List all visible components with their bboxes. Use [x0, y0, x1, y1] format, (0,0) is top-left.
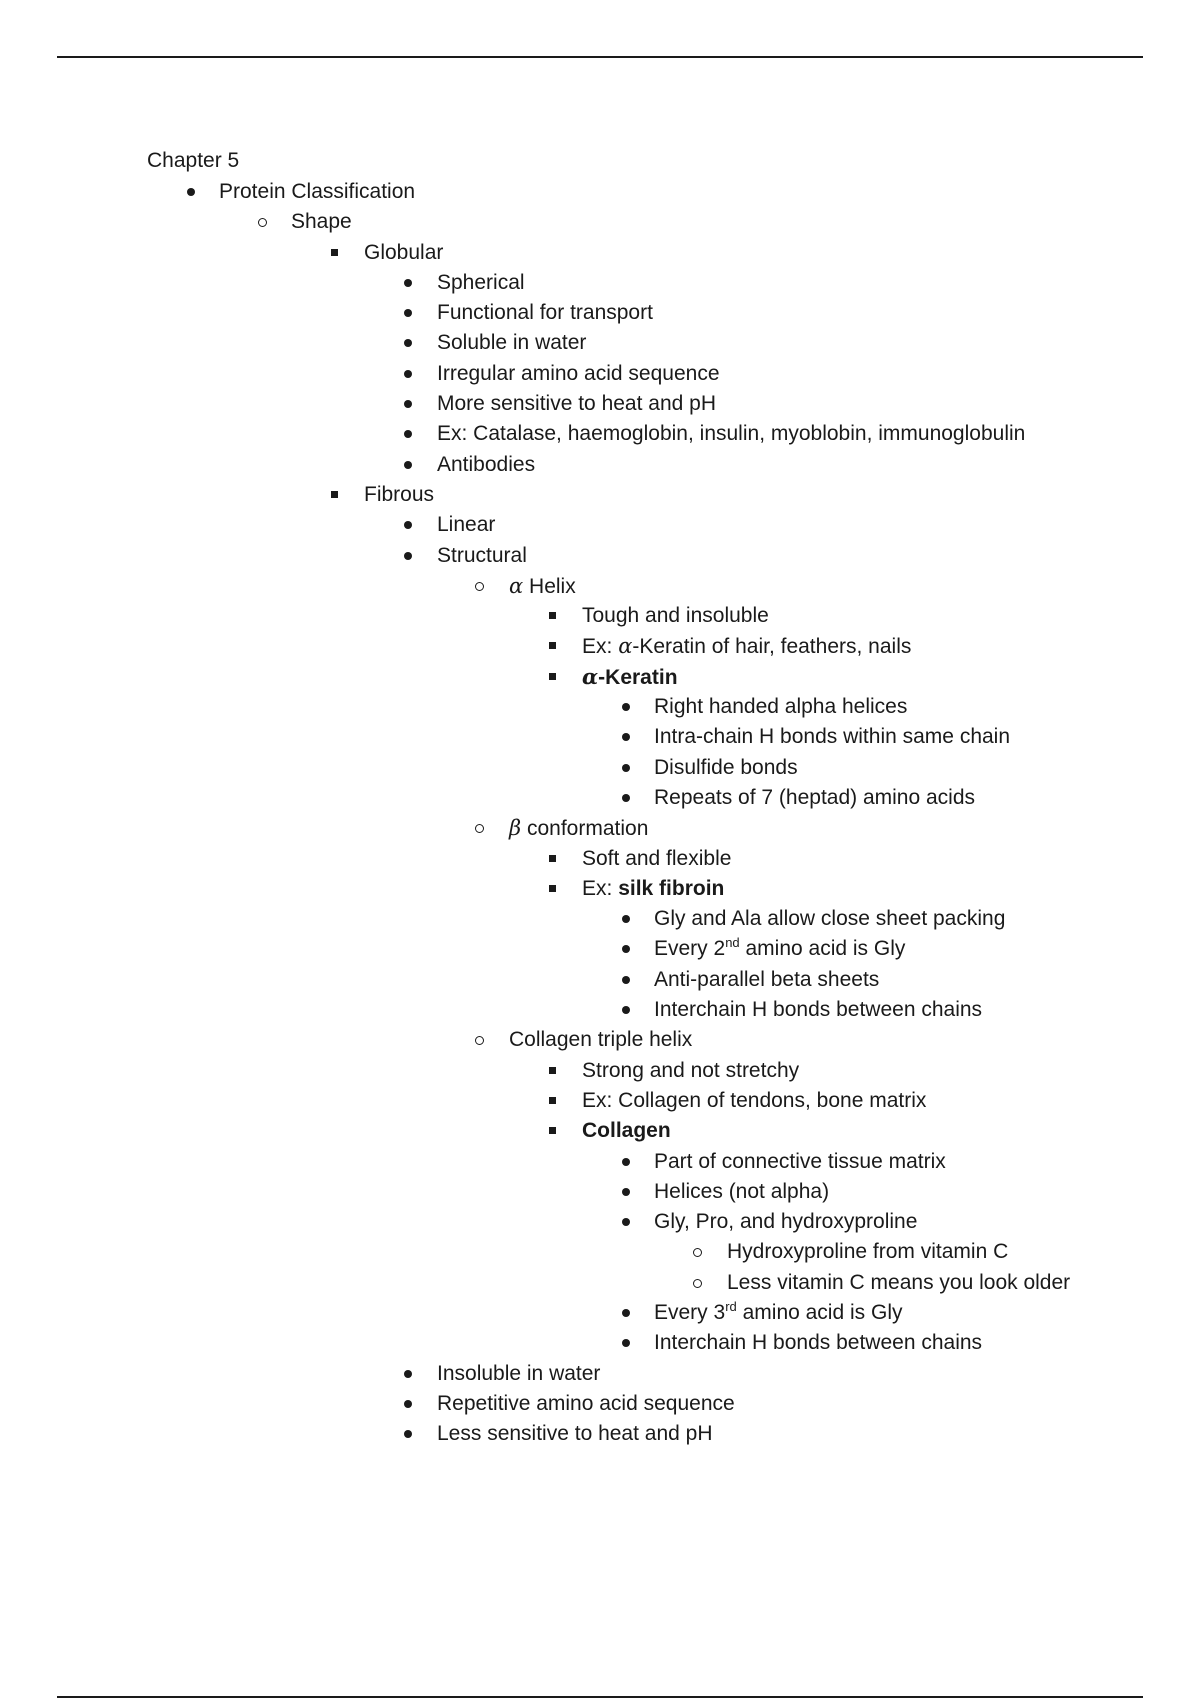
example-prefix: Ex:: [582, 876, 619, 900]
item-fibrous: Fibrous: [364, 482, 435, 506]
item-collagen-triple-helix: Collagen triple helix: [509, 1028, 693, 1052]
silk-item: Gly and Ala allow close sheet packing: [654, 907, 1006, 931]
every-prefix: Every 2: [654, 937, 726, 961]
collagen-item: Part of connective tissue matrix: [654, 1149, 946, 1173]
silk-item: Anti-parallel beta sheets: [654, 967, 880, 991]
footer-rule: [57, 1696, 1143, 1698]
silk-item: Interchain H bonds between chains: [654, 998, 983, 1022]
item-alpha-helix: [509, 571, 576, 602]
globular-item: Functional for transport: [437, 301, 653, 325]
item-collagen: Collagen: [582, 1119, 671, 1143]
collagen-item: [654, 1298, 903, 1328]
chapter-heading: Chapter 5: [147, 149, 240, 172]
item-shape: Shape: [291, 210, 352, 234]
item-beta-example: [582, 874, 724, 904]
example-text: -Keratin of hair, feathers, nails: [632, 635, 912, 659]
item-protein-classification: Protein Classification: [219, 180, 416, 203]
globular-item: Ex: Catalase, haemoglobin, insulin, myoblobin, immunoglobulin: [437, 422, 1026, 446]
fibrous-item: Repetitive amino acid sequence: [437, 1391, 735, 1415]
collagen-subitem: Hydroxyproline from vitamin C: [727, 1240, 1009, 1264]
globular-item: Irregular amino acid sequence: [437, 361, 720, 385]
alpha-helix-label: Helix: [523, 574, 576, 598]
item-alpha-example: [582, 631, 911, 662]
item-globular: Globular: [364, 240, 444, 264]
silk-fibroin-label: silk fibroin: [618, 876, 725, 900]
item-linear: Linear: [437, 513, 496, 537]
alpha-symbol: α: [582, 663, 599, 689]
collagen-item: Gly, Pro, and hydroxyproline: [654, 1210, 918, 1234]
alpha-symbol: α: [509, 573, 524, 598]
item-collagen-example: Ex: Collagen of tendons, bone matrix: [582, 1088, 927, 1112]
beta-symbol: β: [509, 816, 522, 841]
item-strong: Strong and not stretchy: [582, 1058, 800, 1082]
every-prefix: Every 3: [654, 1300, 726, 1324]
item-structural: Structural: [437, 543, 527, 567]
fibrous-item: Insoluble in water: [437, 1361, 601, 1385]
globular-item: Spherical: [437, 270, 525, 294]
keratin-item: Disulfide bonds: [654, 755, 798, 779]
silk-item: [654, 934, 905, 964]
keratin-label: -Keratin: [598, 665, 678, 689]
collagen-item: Interchain H bonds between chains: [654, 1331, 983, 1355]
item-tough: Tough and insoluble: [582, 604, 769, 628]
collagen-item: Helices (not alpha): [654, 1179, 830, 1203]
keratin-item: Intra-chain H bonds within same chain: [654, 725, 1011, 749]
ordinal-suffix: rd: [725, 1298, 737, 1314]
beta-label: conformation: [521, 817, 649, 841]
globular-item: Soluble in water: [437, 331, 587, 355]
every-suffix: amino acid is Gly: [739, 937, 906, 961]
fibrous-item: Less sensitive to heat and pH: [437, 1422, 713, 1446]
ordinal-suffix: nd: [725, 935, 740, 951]
globular-item: Antibodies: [437, 452, 536, 476]
globular-item: More sensitive to heat and pH: [437, 392, 716, 416]
keratin-item: Right handed alpha helices: [654, 695, 908, 719]
every-suffix: amino acid is Gly: [736, 1300, 903, 1324]
example-prefix: Ex:: [582, 635, 619, 659]
item-soft: Soft and flexible: [582, 846, 732, 870]
collagen-subitem: Less vitamin C means you look older: [727, 1270, 1071, 1294]
item-alpha-keratin: [582, 662, 678, 693]
alpha-symbol: α: [618, 634, 633, 659]
item-beta-conformation: [509, 813, 648, 844]
header-rule: [57, 56, 1143, 58]
keratin-item: Repeats of 7 (heptad) amino acids: [654, 785, 976, 809]
